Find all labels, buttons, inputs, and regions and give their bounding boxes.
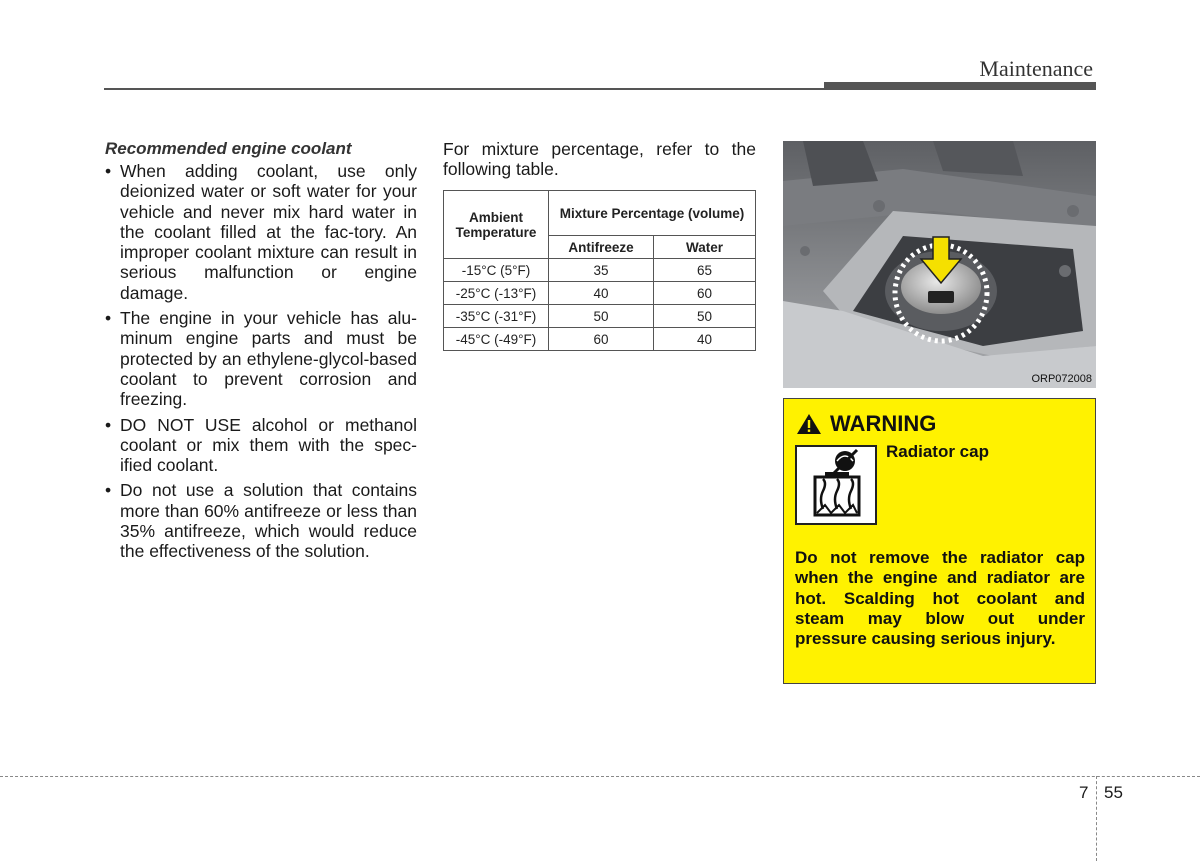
bullet-text: When adding coolant, use only deionized water or soft water for your vehicle and never mix hard water in the coolant filled at the fac-tory. An improper coolant mixture can result in serious malfunction or engine damage. <box>120 161 417 303</box>
table-row <box>444 259 756 282</box>
mixture-percentage-header: Mixture Percentage (volume) <box>549 191 756 236</box>
radiator-hazard-icon-box <box>795 445 877 525</box>
bullet-item: • DO NOT USE alcohol or methanol coolant or mix them with the spec-ified coolant. <box>105 414 417 476</box>
page-number: 55 <box>1104 783 1123 802</box>
engine-bay-illustration <box>783 141 1096 388</box>
ambient-temp-header: Ambient Temperature <box>444 191 549 259</box>
header-rule-accent <box>824 82 1096 90</box>
cap-label <box>928 291 954 303</box>
bullet-text: The engine in your vehicle has alu-minum engine parts and must be protected by an ethylene-glycol-based coolant to prevent corrosion and freezing. <box>120 308 417 410</box>
bullet-item: • The engine in your vehicle has alu-minum engine parts and must be protected by an ethylene-glycol-based coolant to prevent corrosion and freezing. <box>105 308 417 410</box>
warning-body: Do not remove the radiator cap when the engine and radiator are hot. Scalding hot coolant and steam may blow out under pressure causing serious injury. <box>795 548 1085 649</box>
footer-vertical-divider <box>1096 776 1097 861</box>
water-cell: 65 <box>654 259 756 282</box>
radiator-cap-photo <box>783 141 1096 388</box>
coolant-heading: Recommended engine coolant <box>105 139 352 158</box>
antifreeze-cell: 40 <box>549 282 654 305</box>
warning-box <box>783 398 1096 684</box>
bullet-item: • Do not use a solution that contains more than 60% antifreeze or less than 35% antifreeze, which would reduce the effectiveness of the solution. <box>105 480 417 562</box>
table-intro: For mixture percentage, refer to the following table. <box>443 139 756 179</box>
chapter-number: 7 <box>1079 783 1089 802</box>
water-cell: 60 <box>654 282 756 305</box>
antifreeze-cell: 35 <box>549 259 654 282</box>
bullet-text: DO NOT USE alcohol or methanol coolant or mix them with the spec-ified coolant. <box>120 414 417 476</box>
warning-title: WARNING <box>830 411 937 436</box>
warning-triangle-icon <box>796 413 822 435</box>
table-row <box>444 282 756 305</box>
temp-cell: -45°C (-49°F) <box>444 328 549 351</box>
temp-cell: -25°C (-13°F) <box>444 282 549 305</box>
water-cell: 50 <box>654 305 756 328</box>
water-cell: 40 <box>654 328 756 351</box>
table-row <box>444 328 756 351</box>
warning-header <box>796 411 936 437</box>
coolant-bullet-list <box>105 161 417 562</box>
left-column <box>105 139 417 567</box>
warning-subtitle: Radiator cap <box>886 442 989 461</box>
bullet-text: Do not use a solution that contains more than 60% antifreeze or less than 35% antifreeze, which would reduce the effectiveness of the solution. <box>120 480 417 562</box>
photo-code: ORP072008 <box>1031 373 1092 385</box>
footer-divider <box>0 776 1200 777</box>
temp-cell: -15°C (5°F) <box>444 259 549 282</box>
antifreeze-header: Antifreeze <box>549 236 654 259</box>
middle-column <box>443 139 756 351</box>
mixture-table <box>443 190 756 351</box>
section-title: Maintenance <box>979 56 1093 81</box>
header-rule <box>104 88 824 90</box>
temp-cell: -35°C (-31°F) <box>444 305 549 328</box>
water-header: Water <box>654 236 756 259</box>
antifreeze-cell: 60 <box>549 328 654 351</box>
hot-radiator-hazard-icon <box>797 447 875 523</box>
bullet-item: • When adding coolant, use only deionized water or soft water for your vehicle and never mix hard water in the coolant filled at the fac-tory. An improper coolant mixture can result in serious malfunction or engine damage. <box>105 161 417 303</box>
antifreeze-cell: 50 <box>549 305 654 328</box>
table-row <box>444 305 756 328</box>
